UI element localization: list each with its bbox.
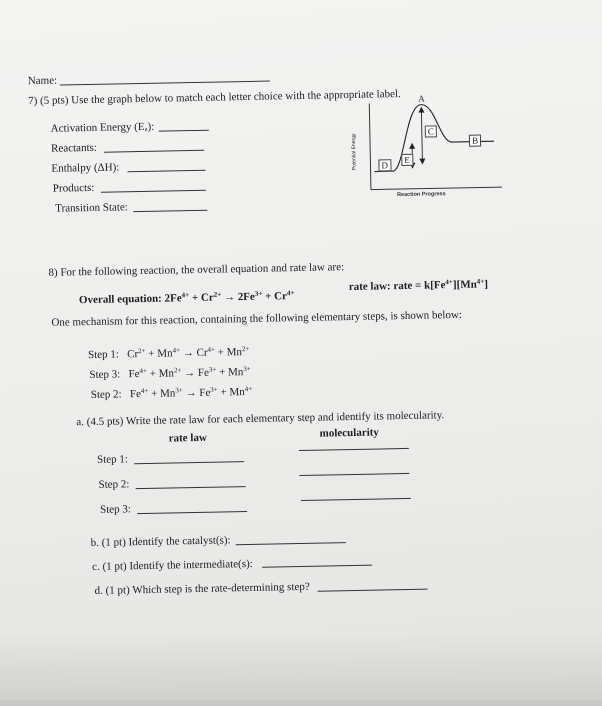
q7-label-enthalpy: Enthalpy (ΔH): xyxy=(51,161,119,175)
label-c: C xyxy=(425,125,437,137)
y-axis-label: Potential Energy xyxy=(351,122,358,182)
mechanism-step-1: Step 1: $Cr^{2+} + Mn^{4+} \to Cr^{4+} + Mn^{2+}$ xyxy=(88,346,250,362)
y-axis xyxy=(369,104,371,190)
answer-step-2-label: Step 2: xyxy=(98,478,129,492)
q7-blank-enthalpy[interactable] xyxy=(128,170,206,172)
energy-diagram xyxy=(355,91,507,214)
mechanism-step-1-label: Step 1: xyxy=(88,348,119,361)
answer-step-1-label: Step 1: xyxy=(97,453,128,467)
q8-part-d: d. (1 pt) Which step is the rate-determining step? xyxy=(94,581,309,598)
rate-law-label: rate law: xyxy=(349,280,391,293)
q7-label-products: Products: xyxy=(53,182,95,196)
answer-step-2-rate-blank[interactable] xyxy=(136,486,246,489)
part-c-blank[interactable] xyxy=(262,565,372,568)
label-d: D xyxy=(378,159,391,171)
q8-part-b: b. (1 pt) Identify the catalyst(s): xyxy=(91,534,231,550)
q7-blank-products[interactable] xyxy=(101,190,206,193)
q7-blank-activation[interactable] xyxy=(159,130,209,132)
arrow-c-head-down xyxy=(419,159,425,165)
q7-label-reactants: Reactants: xyxy=(51,142,97,156)
answer-step-3-label: Step 3: xyxy=(100,503,131,517)
answer-step-1-molecularity-blank[interactable] xyxy=(299,448,409,451)
q7-blank-reactants[interactable] xyxy=(104,150,204,153)
mechanism-step-3: Step 3: $Fe^{4+} + Mn^{2+} \to Fe^{3+} + Mn^{3+}$ xyxy=(89,366,251,382)
mechanism-step-2: Step 2: $Fe^{4+} + Mn^{3+} \to Fe^{3+} + Mn^{4+}$ xyxy=(91,386,253,402)
q7-blank-transition[interactable] xyxy=(133,210,207,212)
page-shadow xyxy=(0,630,602,700)
q7-label-activation: Activation Energy (Eₐ): xyxy=(51,121,155,136)
answer-step-2-molecularity-blank[interactable] xyxy=(299,473,409,476)
overall-label: Overall equation: xyxy=(79,293,162,307)
part-b-blank[interactable] xyxy=(236,542,346,545)
q7-prompt: 7) (5 pts) Use the graph below to match each letter choice with the appropriate label. xyxy=(28,88,401,108)
arrow-c-head-up xyxy=(418,107,424,113)
x-axis xyxy=(371,187,502,190)
name-label: Name: xyxy=(28,75,58,89)
label-b: B xyxy=(469,134,481,146)
part-d-blank[interactable] xyxy=(318,589,428,592)
answer-step-3-rate-blank[interactable] xyxy=(137,511,247,514)
col-rate-law: rate law xyxy=(169,432,207,446)
col-molecularity: molecularity xyxy=(319,427,379,441)
q8-mechanism-intro: One mechanism for this reaction, containing the following elementary steps, is shown below: xyxy=(51,309,462,330)
q8-part-c: c. (1 pt) Identify the intermediate(s): xyxy=(92,558,253,574)
q8-overall-equation: Overall equation: $2Fe^{4+} + Cr^{2+} \to 2Fe^{3+} + Cr^{4+}$ xyxy=(79,290,295,307)
label-a: A xyxy=(418,94,425,104)
mechanism-step-2-label: Step 2: xyxy=(91,388,122,401)
q8-intro: 8) For the following reaction, the overall equation and rate law are: xyxy=(48,261,344,280)
answer-step-3-molecularity-blank[interactable] xyxy=(301,498,411,501)
x-axis-label: Reaction Progress xyxy=(397,191,446,198)
arrow-c xyxy=(421,109,422,163)
q8-part-a: a. (4.5 pts) Write the rate law for each elementary step and identify its molecularity. xyxy=(76,409,444,429)
name-blank[interactable] xyxy=(60,81,270,86)
arrow-e-head-up xyxy=(409,143,415,149)
label-e: E xyxy=(401,154,413,166)
mechanism-step-3-label: Step 3: xyxy=(89,368,120,381)
q8-rate-law: rate law: rate = $k[Fe^{4+}][Mn^{4+}]$ xyxy=(349,278,488,294)
answer-step-1-rate-blank[interactable] xyxy=(134,461,244,464)
q7-label-transition: Transition State: xyxy=(55,201,128,215)
